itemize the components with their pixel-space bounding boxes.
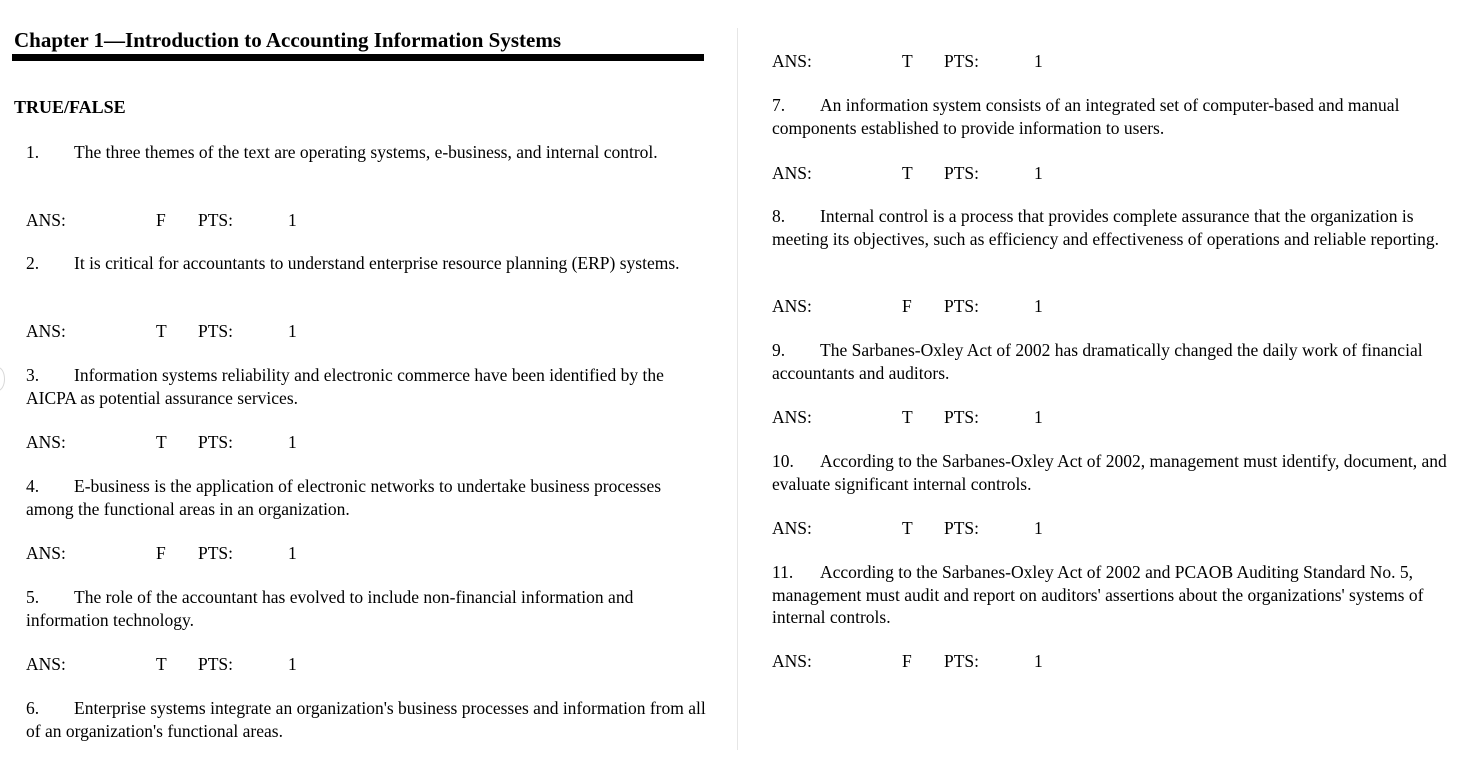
ans-label: ANS: <box>772 296 812 316</box>
ans-label: ANS: <box>26 321 66 341</box>
pts-label: PTS: <box>944 407 980 427</box>
question-number: 4. <box>26 476 40 496</box>
question-text: Internal control is a process that provides complete assurance that the organization is meeting its objectives, such as efficiency and effectiveness of operations and reliable reporting. <box>772 206 1440 249</box>
ans-value: T <box>156 654 167 674</box>
question-number: 2. <box>26 253 40 273</box>
title-rule <box>12 54 704 61</box>
pts-value: 1 <box>1034 407 1043 427</box>
question-number: 6. <box>26 698 40 718</box>
question-6 <box>26 697 706 742</box>
pts-label: PTS: <box>944 651 980 671</box>
pts-label: PTS: <box>944 51 980 71</box>
pts-value: 1 <box>288 210 297 230</box>
question-10 <box>772 450 1447 495</box>
ans-label: ANS: <box>772 407 812 427</box>
pts-value: 1 <box>288 432 297 452</box>
pts-label: PTS: <box>198 432 234 452</box>
question-number: 10. <box>772 451 794 471</box>
pts-value: 1 <box>288 321 297 341</box>
ans-label: ANS: <box>772 651 812 671</box>
pts-value: 1 <box>1034 51 1043 71</box>
pts-value: 1 <box>1034 651 1043 671</box>
pts-label: PTS: <box>944 163 980 183</box>
pts-label: PTS: <box>198 654 234 674</box>
question-number: 7. <box>772 95 786 115</box>
question-text: According to the Sarbanes-Oxley Act of 2002, management must identify, document, and evaluate significant internal controls. <box>772 451 1447 494</box>
question-number: 5. <box>26 587 40 607</box>
ans-value: T <box>902 163 913 183</box>
ans-value: F <box>156 210 166 230</box>
ans-value: F <box>902 296 912 316</box>
question-number: 8. <box>772 206 786 226</box>
question-number: 1. <box>26 142 40 162</box>
question-number: 11. <box>772 562 794 582</box>
ans-value: T <box>156 321 167 341</box>
question-11 <box>772 561 1447 629</box>
ans-value: F <box>156 543 166 563</box>
pts-label: PTS: <box>198 321 234 341</box>
ans-value: T <box>902 407 913 427</box>
question-number: 9. <box>772 340 786 360</box>
question-5 <box>26 586 706 631</box>
pts-value: 1 <box>1034 163 1043 183</box>
ans-label: ANS: <box>772 51 812 71</box>
ans-label: ANS: <box>772 518 812 538</box>
chapter-title: Chapter 1—Introduction to Accounting Information Systems <box>14 28 562 52</box>
question-text: Enterprise systems integrate an organization's business processes and information from all of an organization's functional areas. <box>26 698 706 741</box>
right-column <box>738 0 1465 766</box>
question-1 <box>26 141 706 164</box>
ans-value: F <box>902 651 912 671</box>
ans-value: T <box>902 51 913 71</box>
question-2 <box>26 252 706 275</box>
ans-label: ANS: <box>26 654 66 674</box>
question-text: According to the Sarbanes-Oxley Act of 2002 and PCAOB Auditing Standard No. 5, management must audit and report on auditors' assertions about the organizations' systems of internal controls. <box>772 562 1424 627</box>
question-8 <box>772 205 1447 250</box>
pts-value: 1 <box>288 543 297 563</box>
question-text: The three themes of the text are operating systems, e-business, and internal control. <box>74 142 658 162</box>
pts-label: PTS: <box>944 518 980 538</box>
section-heading: TRUE/FALSE <box>14 97 126 117</box>
question-text: An information system consists of an integrated set of computer-based and manual components established to provide information to users. <box>772 95 1400 138</box>
question-text: E-business is the application of electronic networks to undertake business processes among the functional areas in an organization. <box>26 476 662 519</box>
ans-label: ANS: <box>772 163 812 183</box>
pts-label: PTS: <box>198 543 234 563</box>
pts-label: PTS: <box>944 296 980 316</box>
question-text: The role of the accountant has evolved to include non-financial information and information technology. <box>26 587 634 630</box>
question-3 <box>26 364 706 409</box>
question-7 <box>772 94 1447 139</box>
ans-label: ANS: <box>26 543 66 563</box>
question-text: The Sarbanes-Oxley Act of 2002 has dramatically changed the daily work of financial accountants and auditors. <box>772 340 1423 383</box>
ans-value: T <box>902 518 913 538</box>
ans-value: T <box>156 432 167 452</box>
ans-label: ANS: <box>26 432 66 452</box>
pts-value: 1 <box>1034 518 1043 538</box>
question-4 <box>26 475 706 520</box>
question-9 <box>772 339 1447 384</box>
pts-value: 1 <box>288 654 297 674</box>
question-text: It is critical for accountants to understand enterprise resource planning (ERP) systems. <box>74 253 680 273</box>
ans-label: ANS: <box>26 210 66 230</box>
pts-label: PTS: <box>198 210 234 230</box>
question-text: Information systems reliability and electronic commerce have been identified by the AICPA as potential assurance services. <box>26 365 664 408</box>
question-number: 3. <box>26 365 40 385</box>
pts-value: 1 <box>1034 296 1043 316</box>
